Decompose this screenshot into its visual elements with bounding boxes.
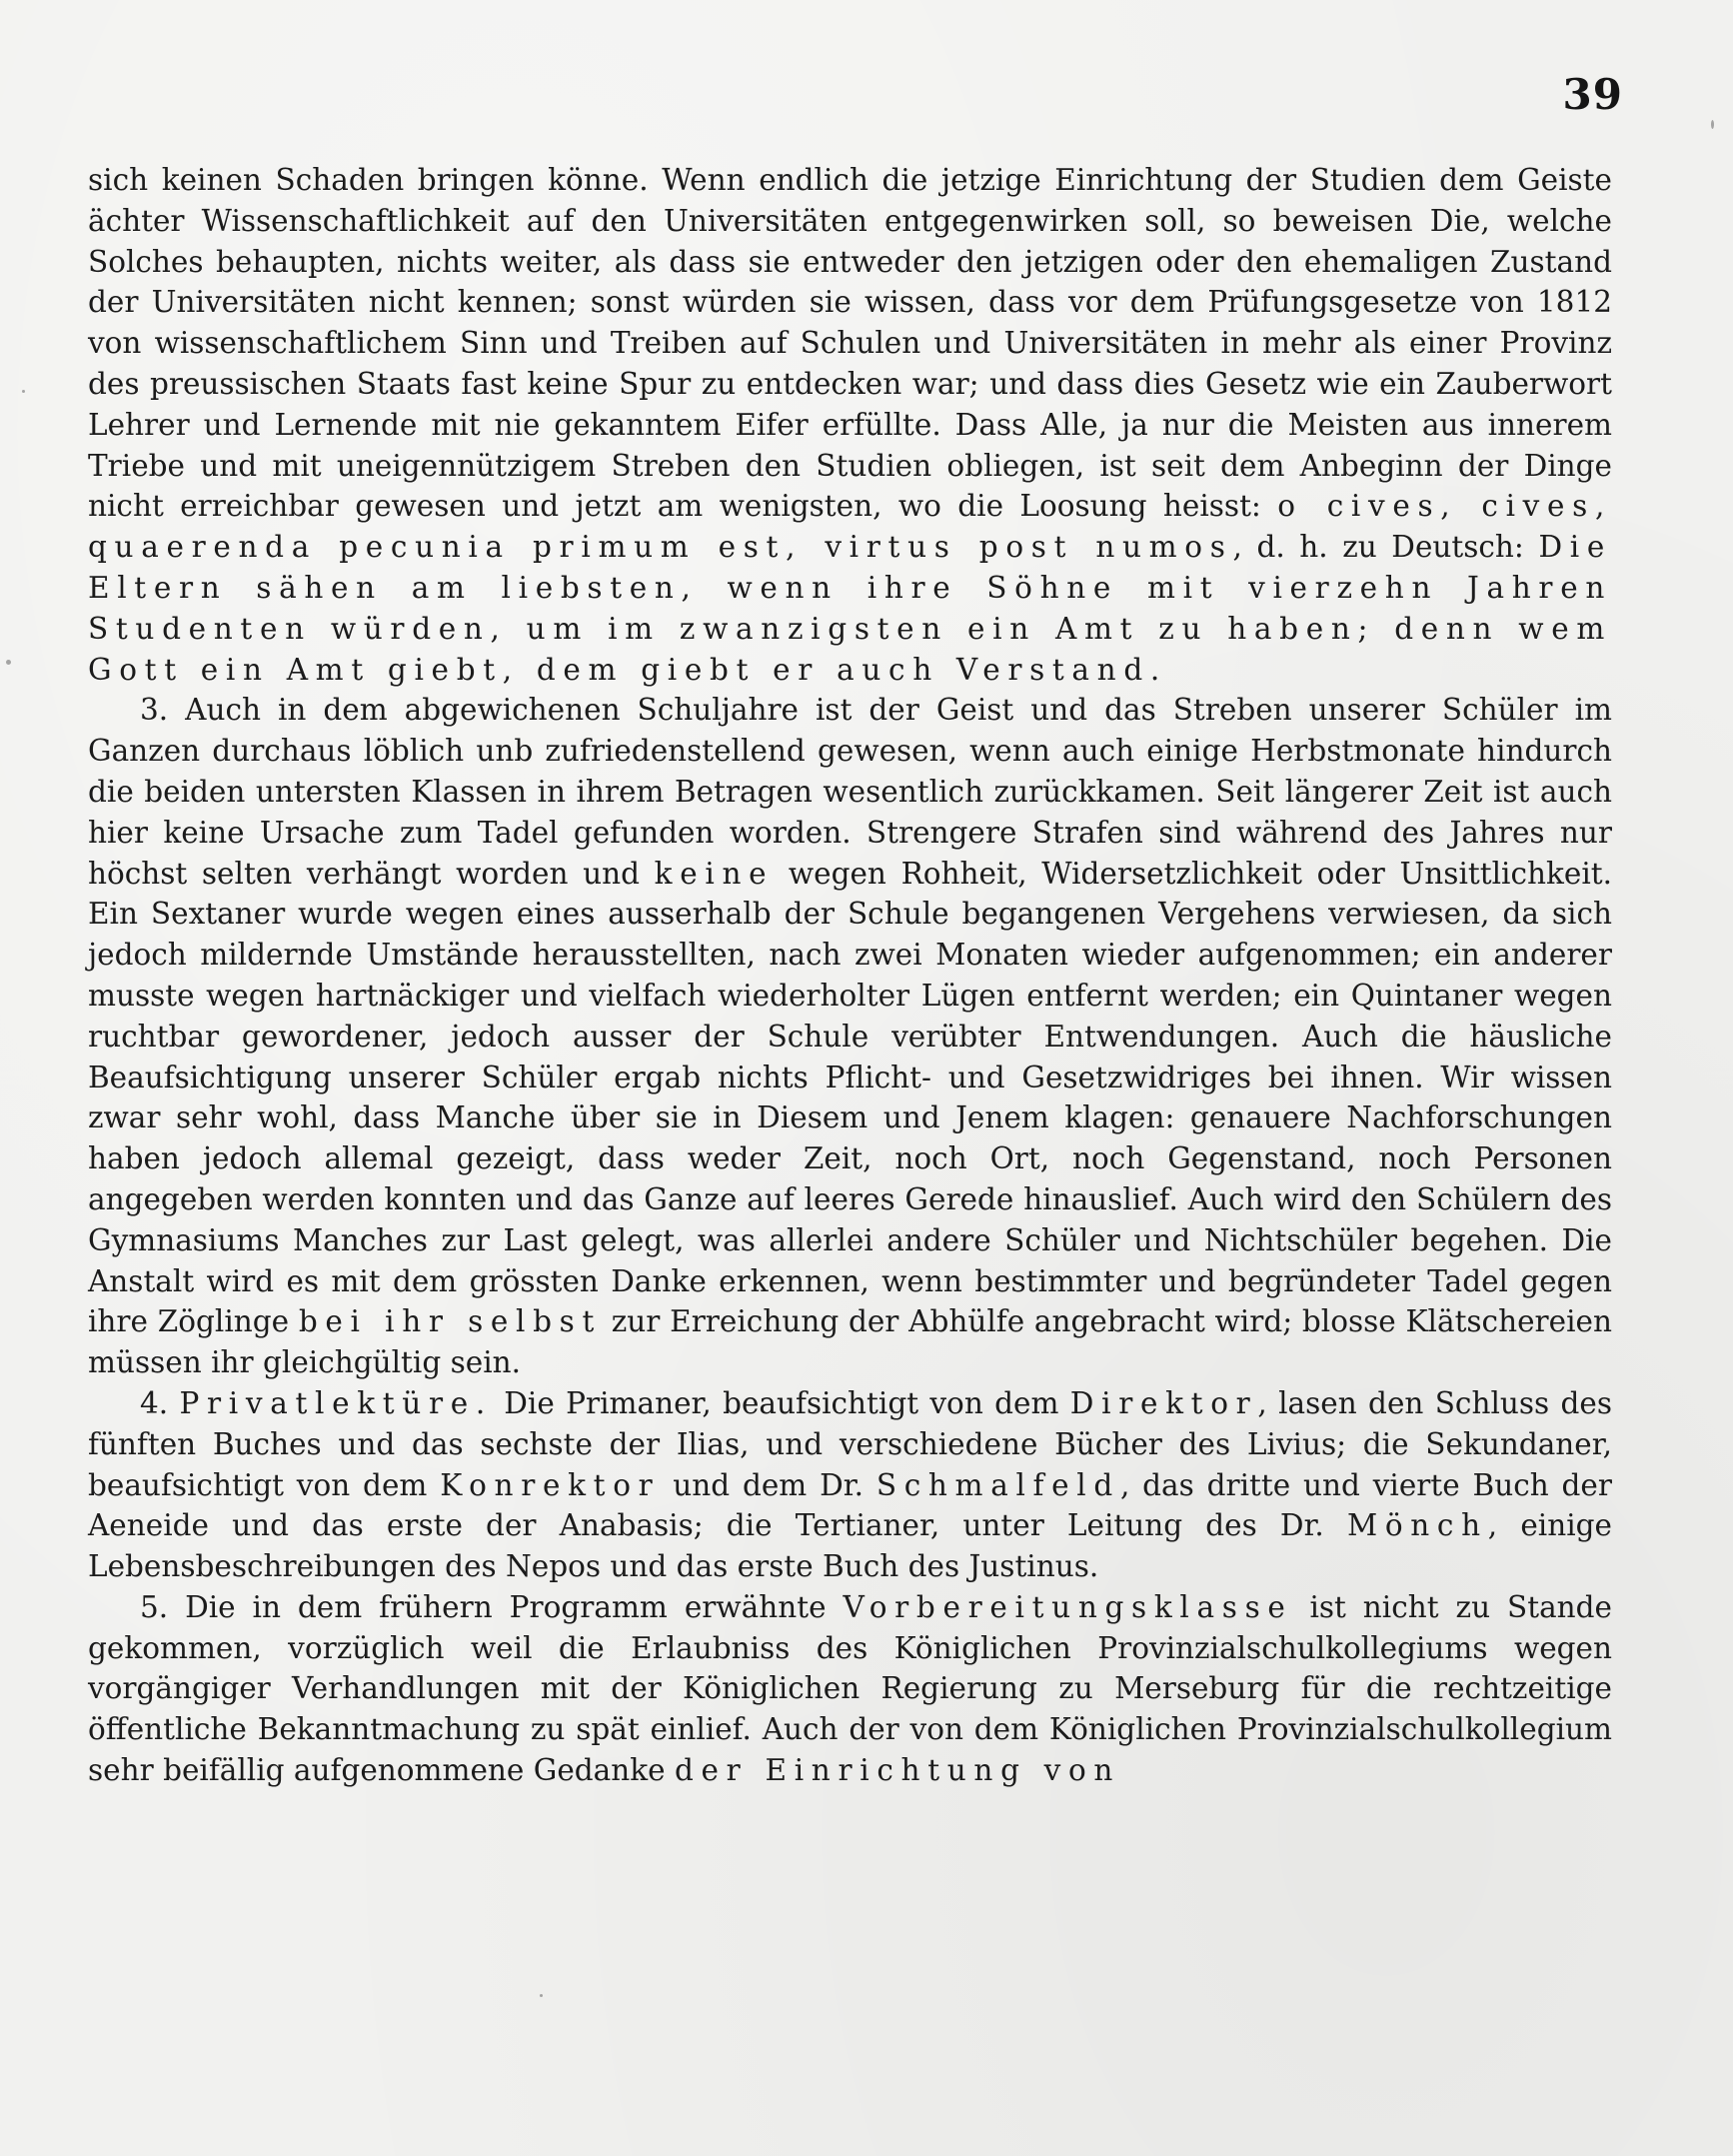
emphasis-direktor: Direktor: [1069, 1385, 1258, 1420]
paragraph-text: sich keinen Schaden bringen könne. Wenn endlich die jetzige Einrichtung der Studien dem Geiste ächter Wissenschaftlichkeit auf den Universitäten entgegenwirken soll, so beweisen Die, welche Solches behaupten, nichts weiter, als dass sie entweder den jetzigen oder den ehemaligen Zustand der Universitäten nicht kennen; sonst würden sie wissen, dass vor dem Prüfungsgesetze von 1812 von wissenschaftlichem Sinn und Treiben auf Schulen und Universitäten in mehr als einer Provinz des preussischen Staats fast keine Spur zu entdecken war; und dass dies Gesetz wie ein Zauberwort Lehrer und Lernende mit nie gekanntem Eifer erfüllte. Dass Alle, ja nur die Meisten aus innerem Triebe und mit uneigennützigem Streben den Studien obliegen, ist seit dem Anbeginn der Dinge nicht erreichbar gewesen und jetzt am wenigsten, wo die Loosung heisst:: [88, 163, 1612, 524]
paragraph-4: [88, 1383, 1612, 1587]
paper-speck: [1711, 120, 1714, 129]
paragraph-continuation: [88, 160, 1612, 690]
emphasis-bei-ihr-selbst: bei ihr selbst: [298, 1304, 602, 1339]
section-heading-privatlektuere: Privatlektüre.: [179, 1385, 493, 1420]
paragraph-text: , einige Lebensbeschreibungen des Nepos und das erste Buch des Justinus.: [88, 1508, 1612, 1584]
paragraph-text: Die in dem frühern Programm erwähnte: [168, 1589, 844, 1624]
paragraph-number: 5.: [140, 1589, 169, 1624]
paragraph-number: 4.: [140, 1385, 169, 1420]
paragraph-text: , lasen den Schluss des fünften Buches und das sechste der Ilias, und verschiedene Bücher des Livius; die Sekundaner, beaufsichtigt von dem: [88, 1385, 1612, 1502]
paragraph-number: 3.: [140, 693, 169, 728]
german-translation: Die Eltern sähen am liebsten, wenn ihre Söhne mit vierzehn Jahren Studenten würden, um im zwanzigsten ein Amt zu haben; denn wem Gott ein Amt giebt, dem giebt er auch Verstand.: [88, 530, 1612, 687]
page-number: 39: [1562, 70, 1623, 119]
paper-speck: [6, 660, 11, 665]
paragraph-text: Die Primaner, beaufsichtigt von dem: [492, 1385, 1070, 1420]
paper-speck: [540, 1994, 543, 1997]
paragraph-text: , das dritte und vierte Buch der Aeneide und das erste der Anabasis; die Tertianer, unter Leitung des Dr.: [88, 1467, 1612, 1543]
body-text: [88, 160, 1612, 1791]
paragraph-text: , d. h. zu Deutsch:: [1232, 530, 1539, 565]
paragraph-text: ist nicht zu Stande gekommen, vorzüglich weil die Erlaubniss des Königlichen Provinzialschulkollegiums wegen vorgängiger Verhandlungen mit der Königlichen Regierung zu Merseburg für die rechtzeitige öffentliche Bekanntmachung zu spät einlief. Auch der von dem Königlichen Provinzialschulkollegium sehr beifällig aufgenommene Gedanke: [88, 1589, 1612, 1788]
emphasis-schmalfeld: Schmalfeld: [875, 1467, 1120, 1502]
paragraph-text: und dem Dr.: [660, 1467, 876, 1502]
paragraph-5: [88, 1587, 1612, 1791]
latin-quote: o cives, cives, quaerenda pecunia primum est, virtus post numos: [88, 489, 1612, 565]
paragraph-text: zur Erreichung der Abhülfe angebracht wird; blosse Klätschereien müssen ihr gleichgültig sein.: [88, 1304, 1612, 1380]
paragraph-text: Auch in dem abgewichenen Schuljahre ist der Geist und das Streben unserer Schüler im Ganzen durchaus löblich unb zufriedenstellend gewesen, wenn auch einige Herbstmonate hindurch die beiden untersten Klassen in ihrem Betragen wesentlich zurückkamen. Seit längerer Zeit ist auch hier keine Ursache zum Tadel gefunden worden. Strengere Strafen sind während des Jahres nur höchst selten verhängt worden und: [88, 693, 1612, 891]
emphasis-keine: keine: [654, 856, 775, 891]
emphasis-konrektor: Konrektor: [440, 1467, 661, 1502]
paragraph-3: [88, 690, 1612, 1383]
paragraph-text: wegen Rohheit, Widersetzlichkeit oder Unsittlichkeit. Ein Sextaner wurde wegen eines ausserhalb der Schule begangenen Vergehens verwiesen, da sich jedoch mildernde Umstände herausstellten, nach zwei Monaten wieder aufgenommen; ein anderer musste wegen hartnäckiger und vielfach wiederholter Lügen entfernt werden; ein Quintaner wegen ruchtbar gewordener, jedoch ausser der Schule verübter Entwendungen. Auch die häusliche Beaufsichtigung unserer Schüler ergab nichts Pflicht- und Gesetzwidriges bei ihnen. Wir wissen zwar sehr wohl, dass Manche über sie in Diesem und Jenem klagen: genauere Nachforschungen haben jedoch allemal gezeigt, dass weder Zeit, noch Ort, noch Gegenstand, noch Personen angegeben werden konnten und das Ganze auf leeres Gerede hinauslief. Auch wird den Schülern des Gymnasiums Manches zur Last gelegt, was allerlei andere Schüler und Nichtschüler begehen. Die Anstalt wird es mit dem grössten Danke erkennen, wenn bestimmter und begründeter Tadel gegen ihre Zöglinge: [88, 856, 1612, 1339]
emphasis-moench: Mönch: [1346, 1508, 1488, 1543]
emphasis-der-einrichtung-von: der Einrichtung von: [674, 1753, 1121, 1788]
paper-speck: [22, 390, 25, 393]
emphasis-vorbereitungsklasse: Vorbereitungsklasse: [843, 1589, 1293, 1624]
